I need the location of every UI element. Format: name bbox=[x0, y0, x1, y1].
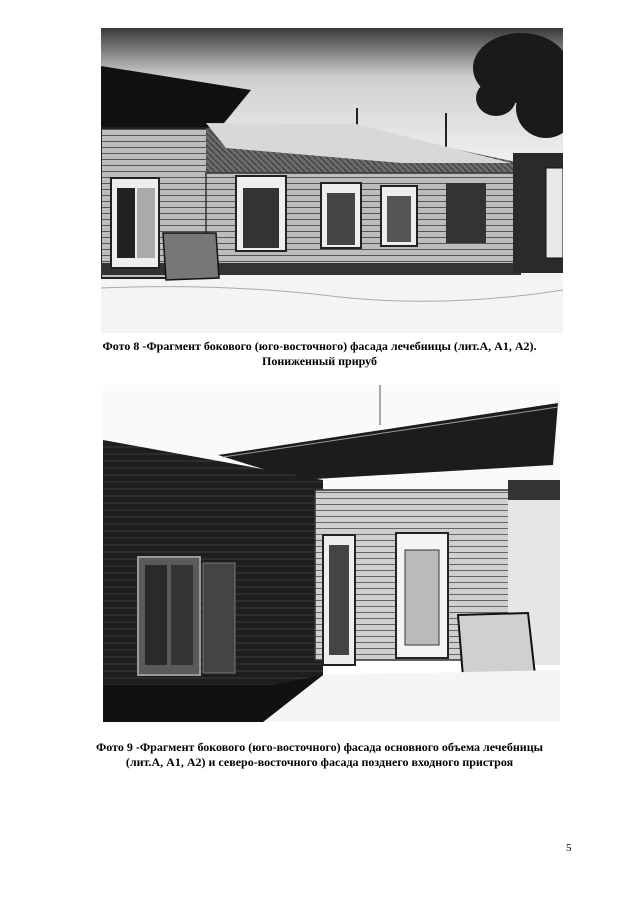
photo-9-caption-line-1: Фото 9 -Фрагмент бокового (юго-восточного) фасада основного объема лечебницы bbox=[95, 740, 543, 754]
photo-8-caption-line-1: Фото 8 -Фрагмент бокового (юго-восточного) фасада лечебницы (лит.А, А1, А2). bbox=[102, 339, 537, 353]
photo-9-image bbox=[103, 385, 560, 722]
photo-8-image bbox=[101, 28, 563, 333]
photo-9-wooden-house-facade bbox=[103, 385, 560, 722]
page-number: 5 bbox=[566, 842, 572, 854]
photo-8-caption bbox=[60, 339, 579, 369]
photo-9-caption bbox=[60, 740, 579, 770]
photo-8-wooden-house-facade bbox=[101, 28, 563, 333]
photo-8-caption-line-2: Пониженный прируб bbox=[261, 354, 377, 368]
photo-9-caption-line-2: (лит.А, А1, А2) и северо-восточного фасада позднего входного пристроя bbox=[125, 755, 514, 769]
